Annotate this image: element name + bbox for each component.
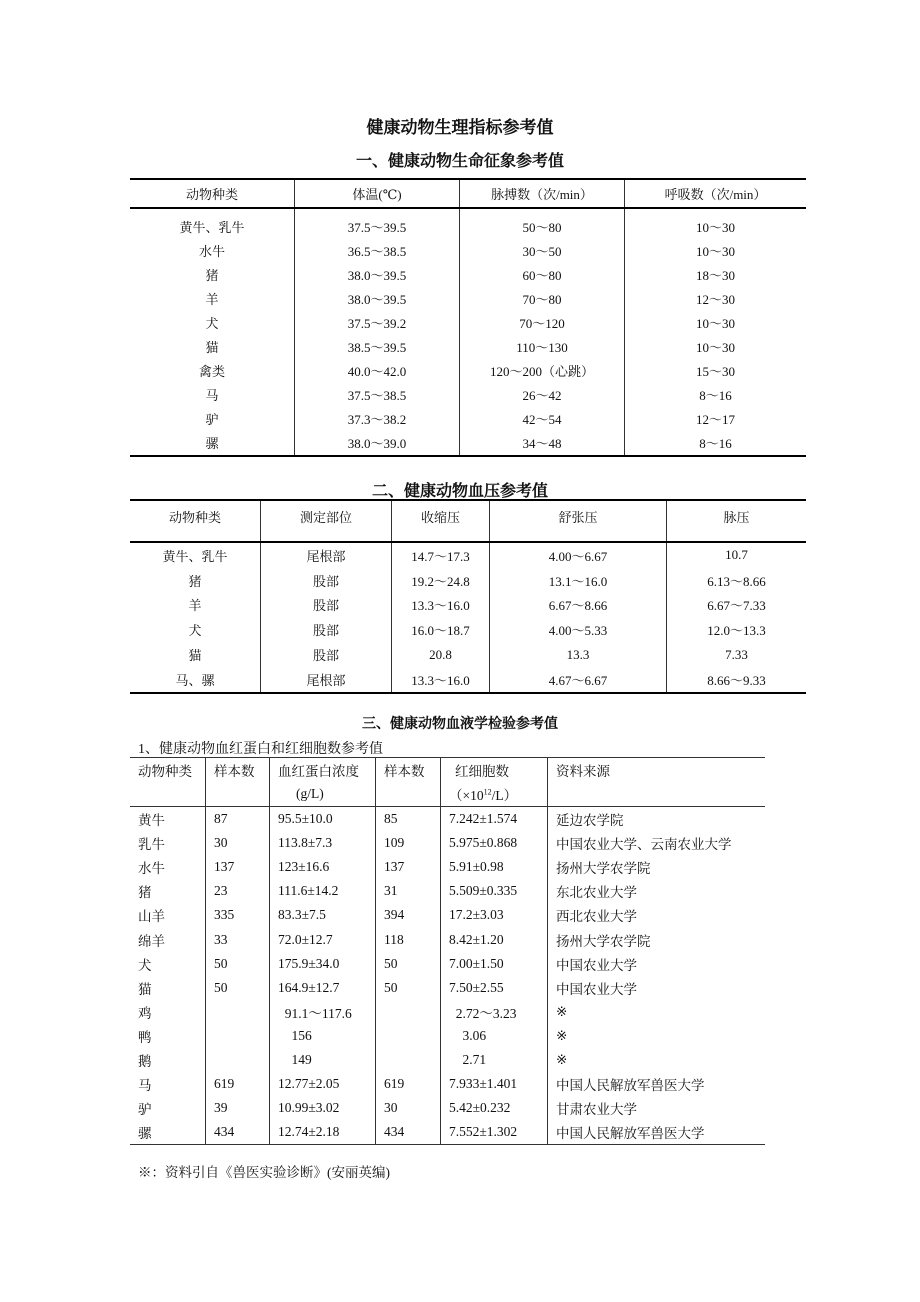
table-cell: 7.552±1.302 xyxy=(441,1120,548,1145)
table-cell: 8～16 xyxy=(625,383,807,407)
table-cell: 6.67～7.33 xyxy=(667,593,807,618)
table-header-units-row xyxy=(130,782,765,807)
empty-cell xyxy=(548,782,766,807)
table-cell: 17.2±3.03 xyxy=(441,903,548,927)
table-cell: 13.1～16.0 xyxy=(490,568,667,593)
table-row xyxy=(130,667,806,693)
table-row xyxy=(130,1048,765,1072)
table-cell: 70～80 xyxy=(460,286,625,310)
table-cell: 10～30 xyxy=(625,310,807,334)
table-cell: ※ xyxy=(548,1048,766,1072)
table-row xyxy=(130,286,806,310)
table-row xyxy=(130,807,765,832)
table-cell: 鸭 xyxy=(138,1029,152,1045)
table-cell: 羊 xyxy=(188,598,202,614)
table-cell: 马 xyxy=(205,388,219,404)
hb-unit-label: (g/L) xyxy=(296,786,324,801)
table-cell: 149 xyxy=(270,1048,376,1072)
table-row xyxy=(130,1072,765,1096)
table-cell: 10.7 xyxy=(667,542,807,568)
table-cell: 尾根部 xyxy=(261,667,392,693)
table-cell: 中国人民解放军兽医大学 xyxy=(548,1072,766,1096)
table-cell: 26～42 xyxy=(460,383,625,407)
table-cell: 95.5±10.0 xyxy=(270,807,376,832)
table-row xyxy=(130,831,765,855)
table-header-row xyxy=(130,500,806,542)
table-cell: 10～30 xyxy=(625,208,807,238)
table-cell: 骡 xyxy=(205,436,219,452)
table-cell: 10.99±3.02 xyxy=(270,1096,376,1120)
column-header: 脉搏数（次/min） xyxy=(460,179,625,208)
table-caption: 1、健康动物血红蛋白和红细胞数参考值 xyxy=(138,742,383,757)
column-header: 测定部位 xyxy=(261,500,392,542)
table-cell: 619 xyxy=(376,1072,441,1096)
table-cell: 50 xyxy=(206,952,270,976)
table-cell: 8.42±1.20 xyxy=(441,927,548,951)
table-cell: 34～48 xyxy=(460,431,625,456)
column-header: 动物种类 xyxy=(130,179,295,208)
table-cell: 犬 xyxy=(205,315,219,331)
table-row xyxy=(130,359,806,383)
table-row xyxy=(130,903,765,927)
table-cell: 118 xyxy=(376,927,441,951)
table-cell: 40.0～42.0 xyxy=(295,359,460,383)
table-cell: 股部 xyxy=(261,617,392,642)
table-cell: 中国人民解放军兽医大学 xyxy=(548,1120,766,1145)
column-header: 样本数 xyxy=(206,758,270,783)
table-row xyxy=(130,976,765,1000)
table-cell: 鹅 xyxy=(138,1053,152,1069)
rbc-unit-exponent: 12 xyxy=(483,787,492,797)
table-cell: 110～130 xyxy=(460,334,625,358)
table-cell: 37.5～38.5 xyxy=(295,383,460,407)
table-cell: 驴 xyxy=(205,412,219,428)
table-row xyxy=(130,262,806,286)
table-cell: 东北农业大学 xyxy=(548,879,766,903)
table-cell: 6.13～8.66 xyxy=(667,568,807,593)
table-cell: 619 xyxy=(206,1072,270,1096)
table-cell: 黄牛、乳牛 xyxy=(179,219,245,235)
table-cell: 50 xyxy=(376,952,441,976)
section3-title: 三、健康动物血液学检验参考值 xyxy=(362,717,558,732)
table-cell: 50 xyxy=(376,976,441,1000)
table-row xyxy=(130,568,806,593)
table-cell: 中国农业大学 xyxy=(548,976,766,1000)
table-row xyxy=(130,334,806,358)
section1-title: 一、健康动物生命征象参考值 xyxy=(355,153,564,170)
table-cell: 30～50 xyxy=(460,238,625,262)
column-header: 舒张压 xyxy=(490,500,667,542)
table-cell: 38.0～39.5 xyxy=(295,286,460,310)
table-row xyxy=(130,1120,765,1145)
table-cell: 13.3 xyxy=(490,642,667,667)
table-row xyxy=(130,542,806,568)
table-cell: 2.71 xyxy=(441,1048,548,1072)
table-row xyxy=(130,617,806,642)
table-cell: 股部 xyxy=(261,642,392,667)
column-header: 资料来源 xyxy=(548,758,766,783)
table-row xyxy=(130,593,806,618)
hematology-table xyxy=(130,757,765,1145)
table-cell: 4.00～5.33 xyxy=(490,617,667,642)
table-row xyxy=(130,431,806,456)
table-cell: 123±16.6 xyxy=(270,855,376,879)
table-cell xyxy=(376,1048,441,1072)
table-row xyxy=(130,1096,765,1120)
table-cell: 335 xyxy=(206,903,270,927)
table-cell xyxy=(376,1000,441,1024)
table-row xyxy=(130,642,806,667)
table-cell: 水牛 xyxy=(138,861,165,877)
table-cell: 15～30 xyxy=(625,359,807,383)
table-cell: 16.0～18.7 xyxy=(392,617,490,642)
table-cell: 7.242±1.574 xyxy=(441,807,548,832)
table-row xyxy=(130,383,806,407)
table-cell: 12～17 xyxy=(625,407,807,431)
column-header: 动物种类 xyxy=(138,764,192,779)
table-cell: 禽类 xyxy=(198,364,225,380)
table-cell: 87 xyxy=(206,807,270,832)
table-cell: 10～30 xyxy=(625,238,807,262)
table-cell: 西北农业大学 xyxy=(548,903,766,927)
table-cell: 甘肃农业大学 xyxy=(548,1096,766,1120)
table-row xyxy=(130,855,765,879)
table-cell: 72.0±12.7 xyxy=(270,927,376,951)
table-cell: 犬 xyxy=(188,623,202,639)
table-cell: 猫 xyxy=(188,648,202,664)
table-cell: 23 xyxy=(206,879,270,903)
table-cell: 38.0～39.0 xyxy=(295,431,460,456)
table-cell: 10～30 xyxy=(625,334,807,358)
table-cell: 5.42±0.232 xyxy=(441,1096,548,1120)
column-header: 呼吸数（次/min） xyxy=(625,179,807,208)
table-cell: 60～80 xyxy=(460,262,625,286)
table-cell: 38.5～39.5 xyxy=(295,334,460,358)
column-header: 动物种类 xyxy=(130,500,261,542)
table-cell: 猪 xyxy=(205,267,219,283)
table-cell: 137 xyxy=(206,855,270,879)
table-cell xyxy=(376,1024,441,1048)
table-cell: 42～54 xyxy=(460,407,625,431)
table-cell: 85 xyxy=(376,807,441,832)
table-cell: 50～80 xyxy=(460,208,625,238)
table-cell: 31 xyxy=(376,879,441,903)
table-cell: 37.5～39.5 xyxy=(295,208,460,238)
table-cell: 14.7～17.3 xyxy=(392,542,490,568)
table-cell: 83.3±7.5 xyxy=(270,903,376,927)
table-cell: 4.67～6.67 xyxy=(490,667,667,693)
empty-cell xyxy=(206,782,270,807)
table-cell: 8～16 xyxy=(625,431,807,456)
table-cell: 中国农业大学、云南农业大学 xyxy=(548,831,766,855)
table-cell: 黄牛、乳牛 xyxy=(162,548,228,564)
table-cell: 120～200（心跳） xyxy=(460,359,625,383)
table-cell: 434 xyxy=(376,1120,441,1145)
table-row xyxy=(130,952,765,976)
table-row xyxy=(130,238,806,262)
table-cell: 2.72～3.23 xyxy=(441,1000,548,1024)
blood-pressure-table xyxy=(130,499,806,694)
table-cell: 马、骡 xyxy=(175,672,215,688)
table-cell: 水牛 xyxy=(198,243,225,259)
table-cell: 30 xyxy=(376,1096,441,1120)
table-cell: 109 xyxy=(376,831,441,855)
table-cell: 12～30 xyxy=(625,286,807,310)
table-cell: 中国农业大学 xyxy=(548,952,766,976)
section2-title: 二、健康动物血压参考值 xyxy=(371,483,548,500)
table-cell: ※ xyxy=(548,1000,766,1024)
table-row xyxy=(130,310,806,334)
footnote: ※：资料引自《兽医实验诊断》(安丽英编) xyxy=(138,1165,390,1180)
table-cell: 扬州大学农学院 xyxy=(548,855,766,879)
column-header: 血红蛋白浓度 xyxy=(270,758,376,783)
table-cell: 37.5～39.2 xyxy=(295,310,460,334)
table-cell: 扬州大学农学院 xyxy=(548,927,766,951)
table-cell: 12.0～13.3 xyxy=(667,617,807,642)
column-header: 脉压 xyxy=(667,500,807,542)
table-cell xyxy=(206,1000,270,1024)
table-cell: 8.66～9.33 xyxy=(667,667,807,693)
table-cell: 18～30 xyxy=(625,262,807,286)
table-cell: 股部 xyxy=(261,593,392,618)
rbc-header-label: 红细胞数 xyxy=(455,764,509,779)
table-cell: 5.509±0.335 xyxy=(441,879,548,903)
table-cell: 113.8±7.3 xyxy=(270,831,376,855)
table-cell: 7.00±1.50 xyxy=(441,952,548,976)
table-cell: 4.00～6.67 xyxy=(490,542,667,568)
table-cell: 13.3～16.0 xyxy=(392,667,490,693)
table-cell: 马 xyxy=(138,1078,152,1094)
table-cell: 12.74±2.18 xyxy=(270,1120,376,1145)
rbc-unit-suffix: /L） xyxy=(491,788,518,803)
empty-cell xyxy=(130,782,206,807)
table-cell: 30 xyxy=(206,831,270,855)
empty-cell xyxy=(376,782,441,807)
table-cell: 19.2～24.8 xyxy=(392,568,490,593)
table-cell: 绵羊 xyxy=(138,933,165,949)
table-cell: 鸡 xyxy=(138,1005,152,1021)
table-row xyxy=(130,927,765,951)
table-cell: 猫 xyxy=(138,981,152,997)
table-cell: 70～120 xyxy=(460,310,625,334)
table-cell: 33 xyxy=(206,927,270,951)
table-cell: 羊 xyxy=(205,291,219,307)
table-cell: 乳牛 xyxy=(138,837,165,853)
table-row xyxy=(130,1024,765,1048)
table-cell: 7.33 xyxy=(667,642,807,667)
table-cell: 39 xyxy=(206,1096,270,1120)
table-cell: 犬 xyxy=(138,957,152,973)
table-cell: 50 xyxy=(206,976,270,1000)
table-row xyxy=(130,1000,765,1024)
table-cell: 164.9±12.7 xyxy=(270,976,376,1000)
hb-unit xyxy=(270,782,376,807)
vital-signs-table xyxy=(130,178,806,457)
column-header xyxy=(441,758,548,783)
table-row xyxy=(130,879,765,903)
table-header-row xyxy=(130,758,765,783)
column-header: 体温(℃) xyxy=(295,179,460,208)
table-cell: 猫 xyxy=(205,340,219,356)
table-row xyxy=(130,208,806,238)
rbc-unit xyxy=(441,782,548,807)
table-cell xyxy=(206,1024,270,1048)
table-cell: 12.77±2.05 xyxy=(270,1072,376,1096)
table-cell xyxy=(206,1048,270,1072)
table-cell: 猪 xyxy=(138,885,152,901)
table-cell: 驴 xyxy=(138,1102,152,1118)
table-cell: 3.06 xyxy=(441,1024,548,1048)
rbc-unit-prefix: （×10 xyxy=(449,788,484,803)
column-header: 收缩压 xyxy=(392,500,490,542)
table-cell: 175.9±34.0 xyxy=(270,952,376,976)
table-cell: 111.6±14.2 xyxy=(270,879,376,903)
table-cell: 5.975±0.868 xyxy=(441,831,548,855)
table-cell: 20.8 xyxy=(392,642,490,667)
table-cell: 猪 xyxy=(188,573,202,589)
table-cell: 延边农学院 xyxy=(548,807,766,832)
table-cell: 5.91±0.98 xyxy=(441,855,548,879)
table-cell: 91.1～117.6 xyxy=(270,1000,376,1024)
table-cell: 山羊 xyxy=(138,909,165,925)
table-header-row xyxy=(130,179,806,208)
table-cell: ※ xyxy=(548,1024,766,1048)
column-header: 样本数 xyxy=(376,758,441,783)
table-cell: 13.3～16.0 xyxy=(392,593,490,618)
table-cell: 黄牛 xyxy=(138,813,165,829)
document-title: 健康动物生理指标参考值 xyxy=(366,118,554,137)
table-row xyxy=(130,407,806,431)
table-cell: 尾根部 xyxy=(261,542,392,568)
table-cell: 37.3～38.2 xyxy=(295,407,460,431)
table-cell: 36.5～38.5 xyxy=(295,238,460,262)
table-cell: 骡 xyxy=(138,1126,152,1142)
table-cell: 156 xyxy=(270,1024,376,1048)
table-cell: 7.50±2.55 xyxy=(441,976,548,1000)
table-cell: 股部 xyxy=(261,568,392,593)
table-cell: 137 xyxy=(376,855,441,879)
table-cell: 434 xyxy=(206,1120,270,1145)
table-cell: 394 xyxy=(376,903,441,927)
table-cell: 7.933±1.401 xyxy=(441,1072,548,1096)
table-cell: 38.0～39.5 xyxy=(295,262,460,286)
table-cell: 6.67～8.66 xyxy=(490,593,667,618)
